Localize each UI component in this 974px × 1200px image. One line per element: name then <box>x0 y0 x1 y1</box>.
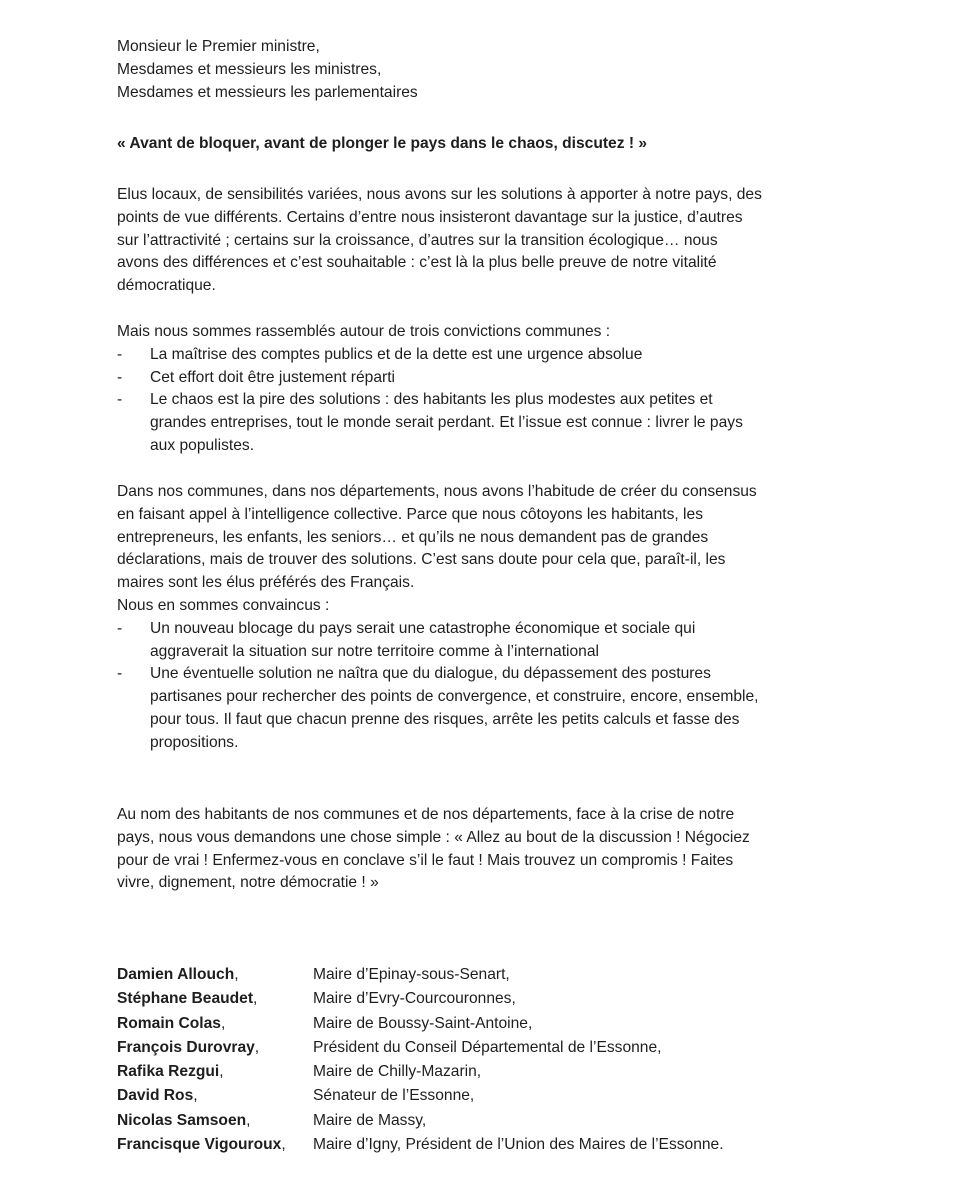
bullet-line: propositions. <box>150 733 239 751</box>
signatory-role: Sénateur de l’Essonne, <box>313 1087 475 1105</box>
signatory-name-cell: Romain Colas, <box>117 1014 226 1032</box>
bullet-line <box>117 618 759 641</box>
text-line: Mais nous sommes rassemblés autour de trois convictions communes : <box>117 323 611 340</box>
bullet-text: Cet effort doit être justement réparti <box>150 368 395 386</box>
letter-title-block <box>117 133 647 156</box>
signatory-name: Damien Allouch <box>117 966 235 983</box>
signatory-role: Maire de Massy, <box>313 1111 427 1129</box>
signatory-row <box>117 963 724 987</box>
bullet-line: grandes entreprises, tout le monde serait perdant. Et l’issue est connue : livrer le pays <box>150 414 743 432</box>
bullet-text: Une éventuelle solution ne naîtra que du dialogue, du dépassement des postures <box>150 665 711 683</box>
paragraph-2 <box>117 321 743 458</box>
text-line: Elus locaux, de sensibilités variées, nous avons sur les solutions à apporter à notre pays, des <box>117 186 762 203</box>
bullet-dash: - <box>117 619 123 637</box>
signatories <box>117 963 724 1157</box>
paragraph-1 <box>117 184 762 298</box>
bullet-dash: - <box>117 665 123 683</box>
text-line: maires sont les élus préférés des Français. <box>117 574 415 592</box>
bullet-text: Le chaos est la pire des solutions : des habitants les plus modestes aux petites et <box>150 391 713 409</box>
letter-title: « Avant de bloquer, avant de plonger le pays dans le chaos, discutez ! » <box>117 135 648 152</box>
signatory-name: Romain Colas <box>117 1014 221 1032</box>
signatory-name: Rafika Rezgui <box>117 1063 220 1081</box>
text-line: avons des différences et c’est souhaitable : c’est là la plus belle preuve de notre vitalité <box>117 254 717 272</box>
signatory-name: François Durovray <box>117 1038 255 1056</box>
signatory-name: Nicolas Samsoen <box>117 1111 247 1129</box>
text-line: pour de vrai ! Enfermez-vous en conclave s’il le faut ! Mais trouvez un compromis ! Faites <box>117 851 734 869</box>
bullet-line <box>117 389 743 412</box>
text-line: Nous en sommes convaincus : <box>117 596 330 614</box>
bullet-line: aggraverait la situation sur notre territoire comme à l’international <box>150 642 599 660</box>
signatory-name-cell: Francisque Vigouroux, <box>117 1136 286 1154</box>
signatory-role: Président du Conseil Départemental de l’Essonne, <box>313 1038 662 1056</box>
text-line: Au nom des habitants de nos communes et de nos départements, face à la crise de notre <box>117 806 735 823</box>
paragraph-4 <box>117 804 750 895</box>
salutation-line: Monsieur le Premier ministre, <box>117 38 320 55</box>
bullet-text: Un nouveau blocage du pays serait une catastrophe économique et sociale qui <box>150 619 696 637</box>
bullet-line <box>117 344 743 367</box>
signatory-name-cell: Stéphane Beaudet, <box>117 990 258 1008</box>
text-line: Dans nos communes, dans nos départements, nous avons l’habitude de créer du consensus <box>117 483 757 500</box>
paragraph-3 <box>117 481 759 755</box>
bullet-line <box>117 367 743 390</box>
signatory-name: Stéphane Beaudet <box>117 990 254 1008</box>
bullet-text: La maîtrise des comptes publics et de la dette est une urgence absolue <box>150 345 643 363</box>
signatory-role: Maire d’Epinay-sous-Senart, <box>313 966 510 983</box>
text-line: démocratique. <box>117 277 216 295</box>
signatory-role: Maire de Chilly-Mazarin, <box>313 1063 482 1081</box>
bullet-line <box>117 663 759 686</box>
signatory-row <box>117 1084 724 1108</box>
signatory-name-cell: David Ros, <box>117 1087 198 1105</box>
signatory-row <box>117 1133 724 1157</box>
text-line: pays, nous vous demandons une chose simple : « Allez au bout de la discussion ! Négociez <box>117 828 750 846</box>
signatory-row <box>117 987 724 1011</box>
signatory-name-cell: Rafika Rezgui, <box>117 1063 224 1081</box>
text-line: points de vue différents. Certains d’entre nous insisteront davantage sur la justice, d’autres <box>117 208 743 226</box>
signatory-row <box>117 1060 724 1084</box>
text-line: sur l’attractivité ; certains sur la croissance, d’autres sur la transition écologique… nous <box>117 231 718 249</box>
signatory-role: Maire de Boussy-Saint-Antoine, <box>313 1014 533 1032</box>
text-line: déclarations, mais de trouver des solutions. C’est sans doute pour cela que, paraît-il, les <box>117 551 726 569</box>
signatory-name: Francisque Vigouroux <box>117 1136 282 1154</box>
text-line: en faisant appel à l’intelligence collective. Parce que nous côtoyons les habitants, les <box>117 505 703 523</box>
bullet-dash: - <box>117 391 123 409</box>
bullet-line: partisanes pour rechercher des points de convergence, et construire, encore, ensemble, <box>150 688 759 706</box>
bullet-dash: - <box>117 368 123 386</box>
signatory-name-cell: Damien Allouch, <box>117 966 239 983</box>
salutation <box>117 36 418 104</box>
text-line: vivre, dignement, notre démocratie ! » <box>117 874 379 892</box>
signatory-row <box>117 1036 724 1060</box>
salutation-line: Mesdames et messieurs les parlementaires <box>117 83 418 101</box>
signatory-role: Maire d’Igny, Président de l’Union des Maires de l’Essonne. <box>313 1136 724 1154</box>
signatory-name-cell: Nicolas Samsoen, <box>117 1111 251 1129</box>
signatory-role: Maire d’Evry-Courcouronnes, <box>313 990 516 1008</box>
signatory-row <box>117 1012 724 1036</box>
signatory-name: David Ros <box>117 1087 194 1105</box>
signatory-row <box>117 1109 724 1133</box>
bullet-dash: - <box>117 345 123 363</box>
text-line: entrepreneurs, les enfants, les seniors… et qu’ils ne nous demandent pas de grandes <box>117 528 709 546</box>
bullet-line: aux populistes. <box>150 436 255 454</box>
bullet-line: pour tous. Il faut que chacun prenne des risques, arrête les petits calculs et fasse des <box>150 710 740 728</box>
signatory-name-cell: François Durovray, <box>117 1038 260 1056</box>
salutation-line: Mesdames et messieurs les ministres, <box>117 60 382 78</box>
